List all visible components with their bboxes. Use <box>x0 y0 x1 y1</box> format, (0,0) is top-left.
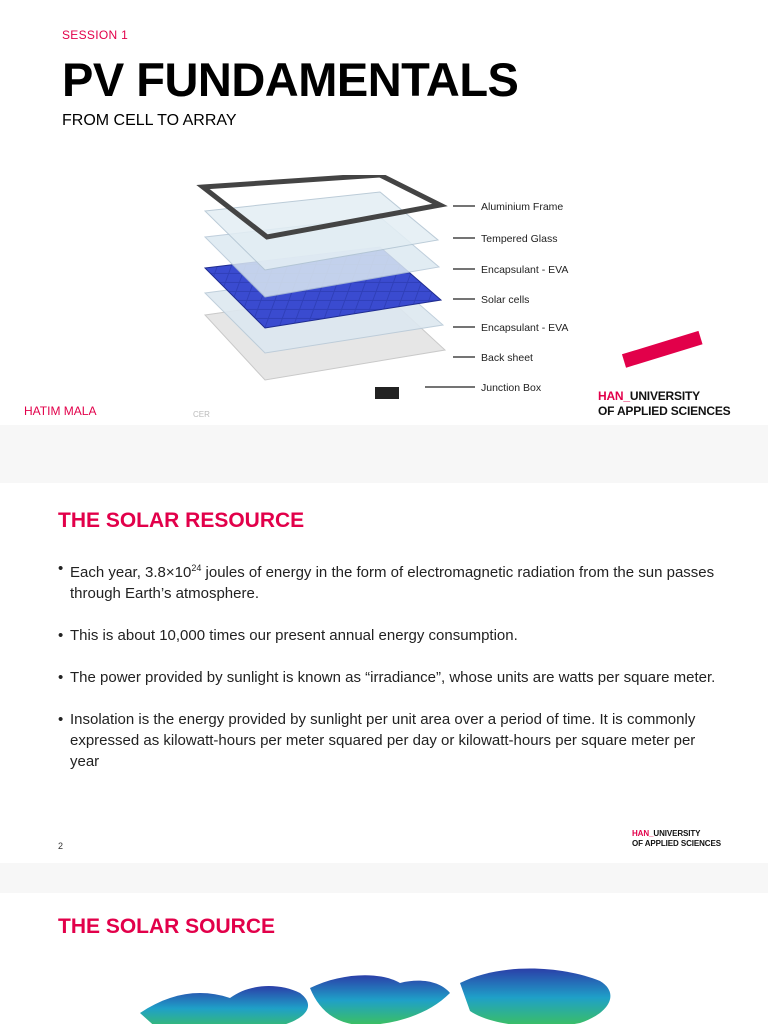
bullet-item: • Each year, $3.8\times 10^{24}$ joules of energy in the form of electromagnetic radiation from the sun passes through Earth’s atmosphere. <box>58 558 718 604</box>
slide-solar-resource <box>0 483 768 863</box>
slide3-heading: THE SOLAR SOURCE <box>58 915 276 938</box>
logo-line1: UNIVERSITY <box>629 389 700 403</box>
bullet-item: • The power provided by sunlight is known as “irradiance”, whose units are watts per square meter. <box>58 667 718 688</box>
han-university-logo-small: HAN_UNIVERSITY OF APPLIED SCIENCES <box>632 829 721 848</box>
world-irradiance-map <box>100 953 660 1024</box>
slide-separator <box>0 863 768 893</box>
layer-label-glass: Tempered Glass <box>481 233 558 245</box>
logo-han: HAN_ <box>598 389 630 403</box>
logo-line2: OF APPLIED SCIENCES <box>598 404 731 418</box>
layer-label-frame: Aluminium Frame <box>481 201 564 213</box>
slide-solar-source <box>0 893 768 1024</box>
page-number: 2 <box>58 841 64 851</box>
layer-label-eva-upper: Encapsulant - EVA <box>481 264 569 276</box>
slide-title <box>0 0 768 425</box>
slide-title-heading: PV FUNDAMENTALS <box>62 53 519 106</box>
slide2-heading: THE SOLAR RESOURCE <box>58 509 305 532</box>
layer-label-backsheet: Back sheet <box>481 352 533 364</box>
session-label: SESSION 1 <box>62 28 129 42</box>
layer-label-eva-lower: Encapsulant - EVA <box>481 322 569 334</box>
author-name: HATIM MALA <box>24 404 97 418</box>
slide-separator <box>0 425 768 483</box>
layer-label-junction-box: Junction Box <box>481 382 542 394</box>
bullet-item: • Insolation is the energy provided by sunlight per unit area over a period of time. It is commonly expressed as kilowatt-hours per meter squared per day or kilowatt-hours per square meter per year <box>58 709 718 772</box>
slide-subtitle: FROM CELL TO ARRAY <box>62 112 237 129</box>
pv-panel-exploded-diagram <box>195 175 590 410</box>
han-university-logo <box>598 340 731 420</box>
image-credit: CER <box>193 410 210 419</box>
logo-bar-icon <box>622 331 703 368</box>
layer-label-cells: Solar cells <box>481 294 530 306</box>
bullet-list <box>58 558 718 793</box>
bullet-item: • This is about 10,000 times our present annual energy consumption. <box>58 625 718 646</box>
junction-box <box>375 387 399 399</box>
